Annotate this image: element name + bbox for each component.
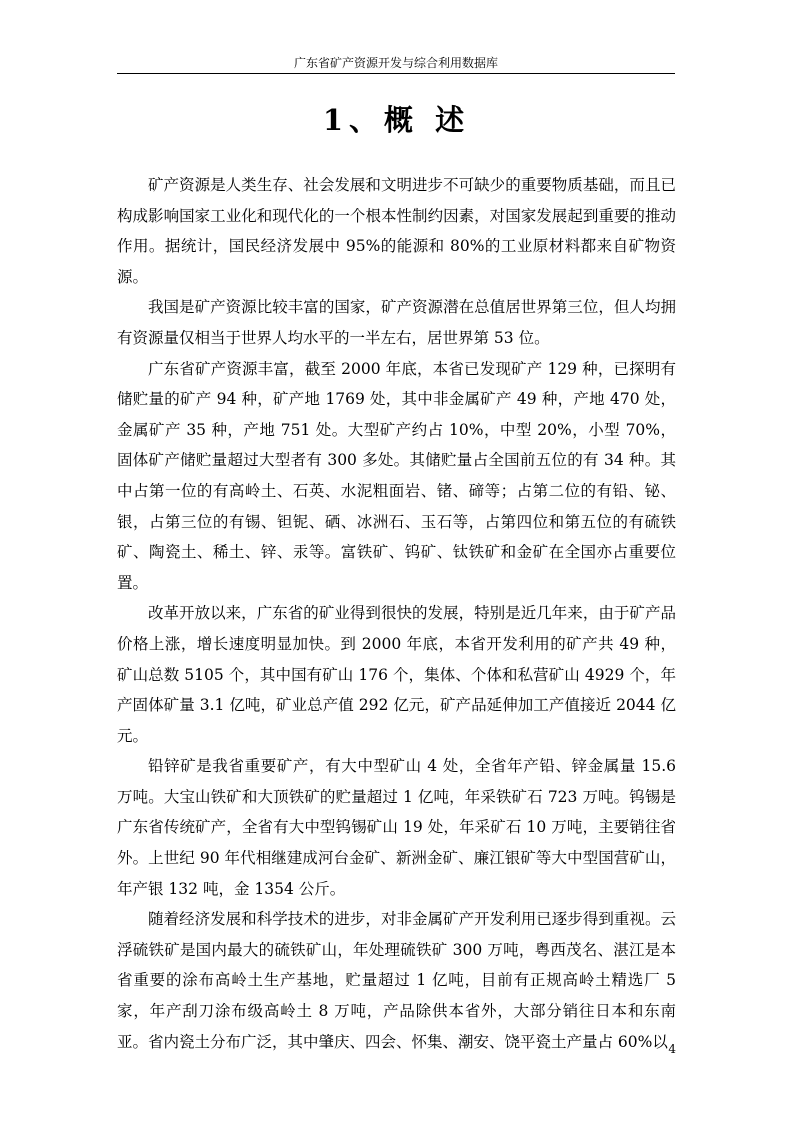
page-number: 4	[668, 1042, 676, 1056]
paragraph: 我国是矿产资源比较丰富的国家，矿产资源潜在总值居世界第三位，但人均拥有资源量仅相当于世界人均水平的一半左右，居世界第 53 位。	[117, 298, 676, 347]
section-title: 1、概 述	[322, 103, 471, 137]
paragraph: 铅锌矿是我省重要矿产，有大中型矿山 4 处，全省年产铅、锌金属量 15.6 万吨。大宝山铁矿和大顶铁矿的贮量超过 1 亿吨，年采铁矿石 723 万吨。钨锡是广东省传统矿产，全省有大中型钨锡矿山 19 处，年采矿石 10 万吨，主要销往省外。上世纪 90 年代相继建成河台金矿、新洲金矿、廉江银矿等大中型国营矿山，年产银 132 吨，金 1354 公斤。	[117, 757, 676, 898]
header-rule	[117, 73, 675, 74]
paragraph: 改革开放以来，广东省的矿业得到很快的发展，特别是近几年来，由于矿产品价格上涨，增长速度明显加快。到 2000 年底，本省开发利用的矿产共 49 种，矿山总数 5105 个，其中国有矿山 176 个，集体、个体和私营矿山 4929 个，年产固体矿量 3.1 亿吨，矿业总产值 292 亿元，矿产品延伸加工产值接近 2044 亿元。	[117, 604, 676, 745]
body-text	[117, 170, 676, 1057]
paragraph: 随着经济发展和科学技术的进步，对非金属矿产开发利用已逐步得到重视。云浮硫铁矿是国内最大的硫铁矿山，年处理硫铁矿 300 万吨，粤西茂名、湛江是本省重要的涂布高岭土生产基地，贮量超过 1 亿吨，目前有正规高岭土精选厂 5 家，年产刮刀涂布级高岭土 8 万吨，产品除供本省外，大部分销往日本和东南亚。省内瓷土分布广泛，其中肇庆、四会、怀集、潮安、饶平瓷土产量占 60%以	[117, 910, 676, 1051]
running-header: 广东省矿产资源开发与综合利用数据库	[293, 56, 498, 70]
paragraph: 矿产资源是人类生存、社会发展和文明进步不可缺少的重要物质基础，而且已构成影响国家工业化和现代化的一个根本性制约因素，对国家发展起到重要的推动作用。据统计，国民经济发展中 95%的能源和 80%的工业原材料都来自矿物资源。	[117, 176, 676, 286]
paragraph: 广东省矿产资源丰富，截至 2000 年底，本省已发现矿产 129 种，已探明有储贮量的矿产 94 种，矿产地 1769 处，其中非金属矿产 49 种，产地 470 处，金属矿产 35 种，产地 751 处。大型矿产约占 10%，中型 20%，小型 70%，固体矿产储贮量超过大型者有 300 多处。其储贮量占全国前五位的有 34 种。其中占第一位的有高岭土、石英、水泥粗面岩、锗、碲等；占第二位的有铅、铋、银，占第三位的有锡、钽铌、硒、冰洲石、玉石等，占第四位和第五位的有硫铁矿、陶瓷土、稀土、锌、汞等。富铁矿、钨矿、钛铁矿和金矿在全国亦占重要位置。	[117, 359, 676, 592]
